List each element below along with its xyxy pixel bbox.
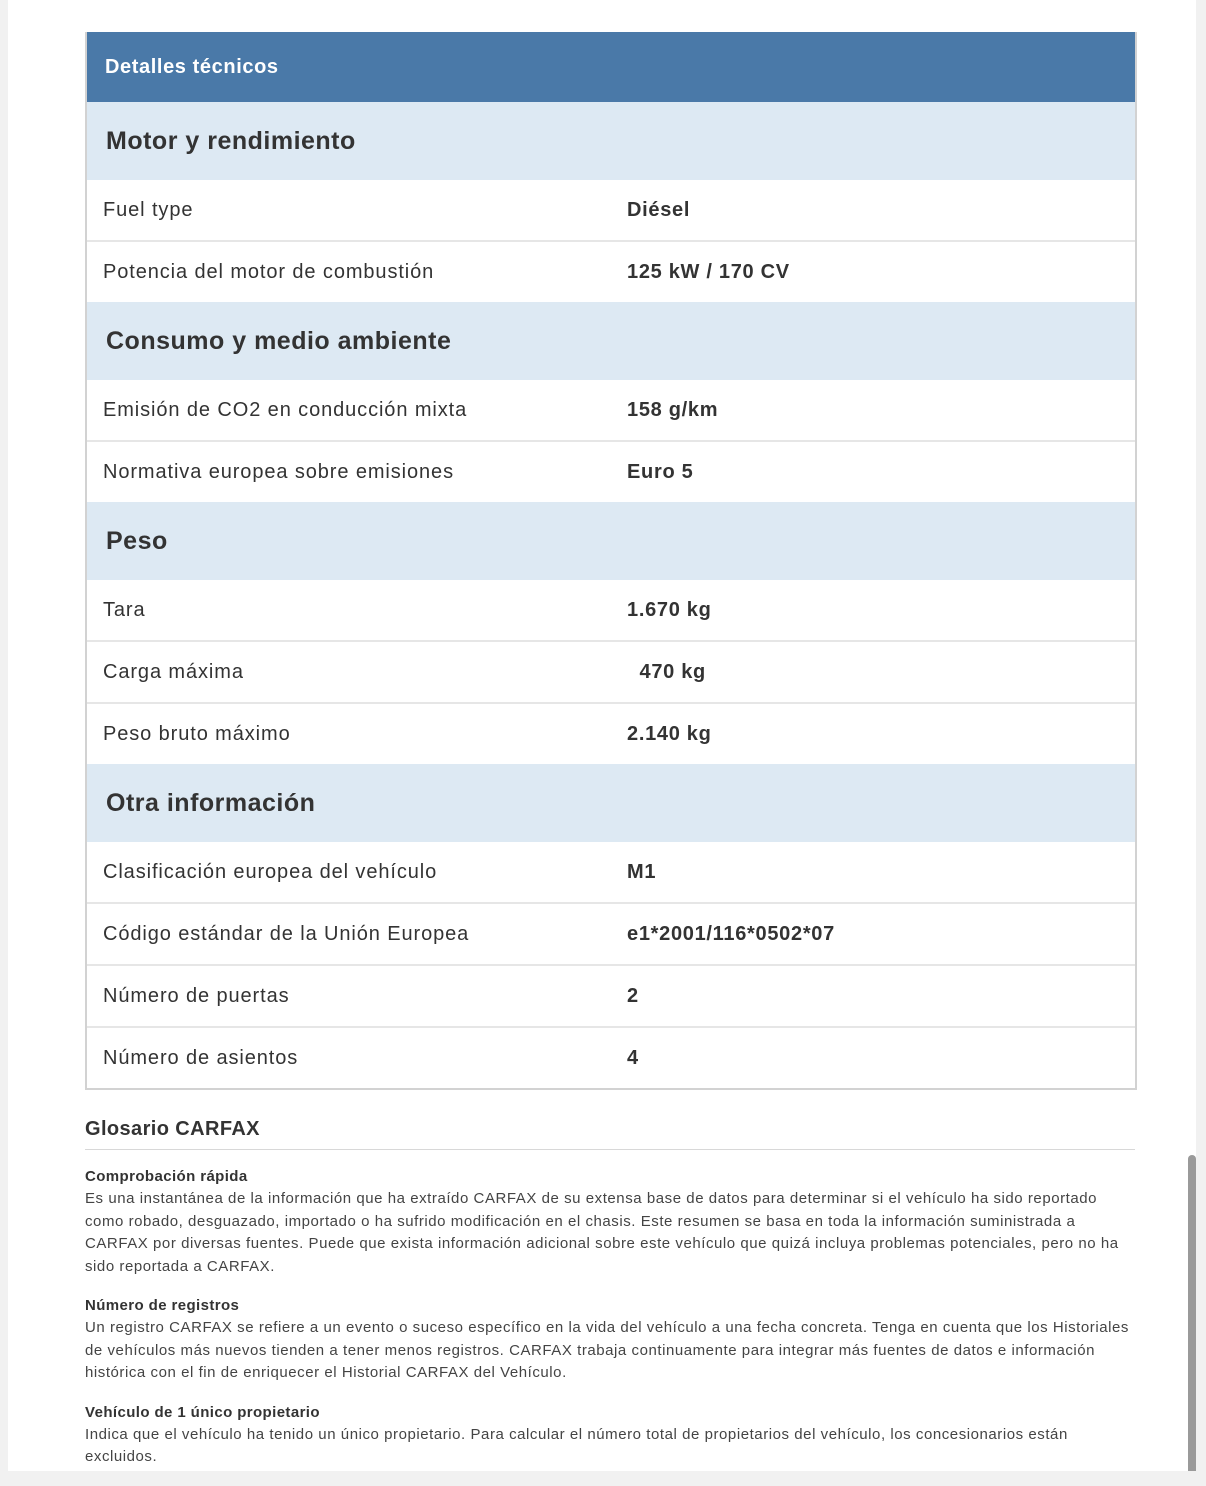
spec-value: 470 kg <box>627 660 706 683</box>
section-title: Motor y rendimiento <box>87 102 1135 180</box>
spec-value: e1*2001/116*0502*07 <box>627 922 835 945</box>
glossary-term-title: Comprobación rápida <box>85 1168 248 1185</box>
card-header: Detalles técnicos <box>87 32 1135 102</box>
spec-label: Normativa europea sobre emisiones <box>103 460 454 483</box>
spec-row <box>87 180 1135 242</box>
glossary-term-title: Número de registros <box>85 1297 240 1314</box>
spec-row <box>87 380 1135 442</box>
spec-row <box>87 580 1135 642</box>
spec-label: Potencia del motor de combustión <box>103 260 435 283</box>
glossary-term <box>85 1402 1135 1469</box>
technical-details-card <box>85 32 1137 1090</box>
spec-label: Número de puertas <box>103 984 290 1007</box>
page <box>8 0 1196 1471</box>
glossary-term-text: Un registro CARFAX se refiere a un evento o suceso específico en la vida del vehículo a una fecha concreta. Tenga en cuenta que los Historiales de vehículos más nuevos tienden a tener menos registros. CARFAX trabaja continuamente para integrar más fuentes de datos e información histórica con el fin de enriquecer el Historial CARFAX del Vehículo. <box>85 1319 1129 1381</box>
spec-row <box>87 442 1135 502</box>
section-other <box>87 764 1135 1088</box>
spec-label: Código estándar de la Unión Europea <box>103 922 470 945</box>
glossary-term-text: Es una instantánea de la información que ha extraído CARFAX de su extensa base de datos para determinar si el vehículo ha sido reportado como robado, desguazado, importado o ha sufrido modificación en el chasis. Este resumen se basa en toda la información suministrada a CARFAX por diversas fuentes. Puede que exista información adicional sobre este vehículo que quizá incluya problemas potenciales, pero no ha sido reportada a CARFAX. <box>85 1190 1119 1275</box>
section-title: Peso <box>87 502 1135 580</box>
section-title: Consumo y medio ambiente <box>87 302 1135 380</box>
glossary-title: Glosario CARFAX <box>85 1118 1135 1150</box>
spec-row <box>87 904 1135 966</box>
spec-row <box>87 842 1135 904</box>
spec-row <box>87 242 1135 302</box>
spec-value: 2.140 kg <box>627 722 712 745</box>
spec-label: Fuel type <box>103 198 194 221</box>
spec-label: Número de asientos <box>103 1046 299 1069</box>
scrollbar-thumb[interactable] <box>1188 1155 1196 1471</box>
spec-value: 158 g/km <box>627 398 719 421</box>
spec-label: Clasificación europea del vehículo <box>103 860 438 883</box>
spec-value: Euro 5 <box>627 460 694 483</box>
spec-value: 125 kW / 170 CV <box>627 260 790 283</box>
glossary <box>85 1118 1135 1486</box>
glossary-term-text: Indica que el vehículo ha tenido un único propietario. Para calcular el número total de propietarios del vehículo, los concesionarios están excluidos. <box>85 1425 1068 1465</box>
spec-row <box>87 1028 1135 1088</box>
spec-value: 1.670 kg <box>627 598 712 621</box>
glossary-term <box>85 1166 1135 1278</box>
spec-value: M1 <box>627 860 657 883</box>
section-weight <box>87 502 1135 764</box>
spec-row <box>87 704 1135 764</box>
section-title: Otra información <box>87 764 1135 842</box>
spec-label: Tara <box>103 598 146 621</box>
spec-value: Diésel <box>627 198 691 221</box>
glossary-term <box>85 1295 1135 1385</box>
section-motor <box>87 102 1135 302</box>
spec-label: Emisión de CO2 en conducción mixta <box>103 398 468 421</box>
spec-row <box>87 642 1135 704</box>
spec-value: 4 <box>627 1046 639 1069</box>
spec-row <box>87 966 1135 1028</box>
glossary-term-title: Vehículo de 1 único propietario <box>85 1403 320 1421</box>
spec-label: Peso bruto máximo <box>103 722 291 745</box>
spec-label: Carga máxima <box>103 660 244 683</box>
spec-value: 2 <box>627 984 639 1007</box>
section-consumption <box>87 302 1135 502</box>
